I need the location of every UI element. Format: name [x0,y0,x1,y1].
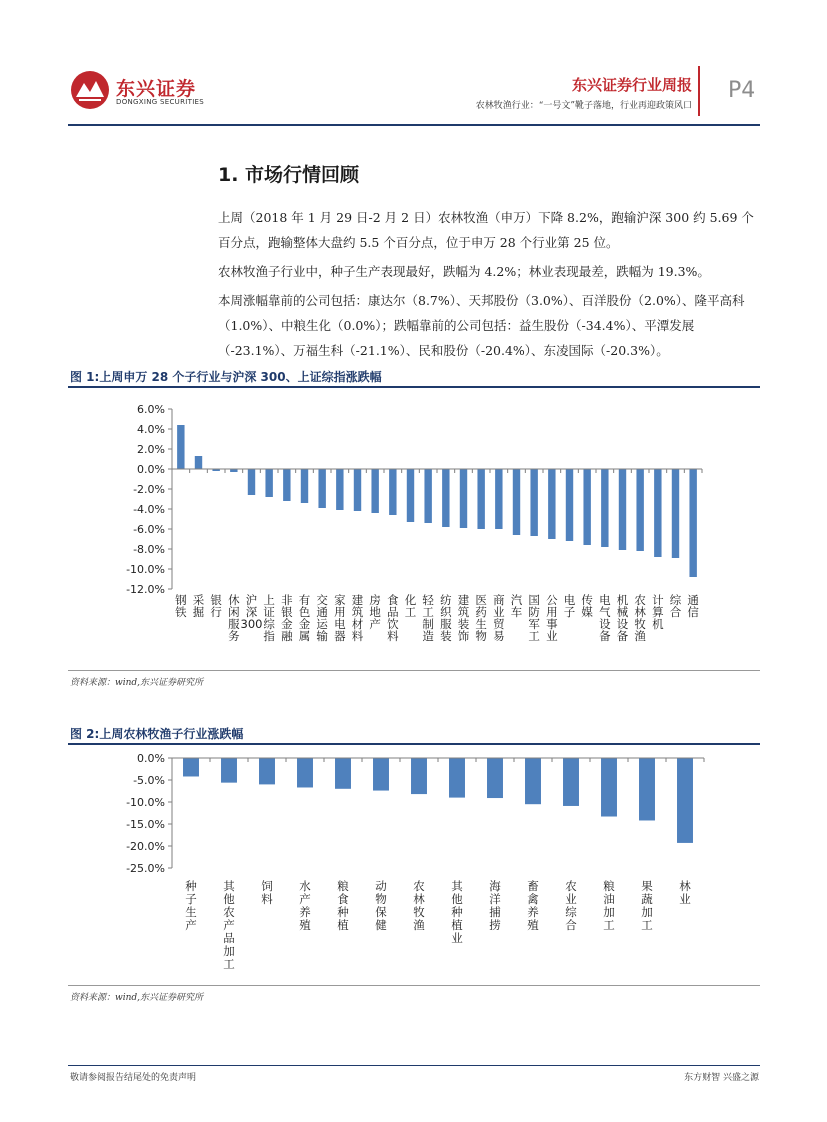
category-label: 计算机 [652,593,664,631]
category-label: 医药生物 [475,593,487,643]
y-tick-label: 0.0% [137,463,165,476]
y-tick-label: -8.0% [133,543,165,556]
logo-english-text: DONGXING SECURITIES [116,98,205,106]
category-label: 建筑装饰 [457,593,470,643]
bar-7 [301,469,308,503]
figure-1-source: 资料来源：wind,东兴证券研究所 [70,678,204,688]
category-label: 机械设备 [616,593,629,643]
category-label: 农业综合 [565,879,577,932]
bar-26 [636,469,643,551]
category-label: 化工 [404,593,417,619]
bar-5 [373,758,389,791]
bar-5 [265,469,272,497]
category-label: 沪深 300 [240,593,263,631]
category-label: 综合 [669,593,682,619]
header-divider [698,66,700,116]
category-label: 水产养殖 [299,879,311,932]
bar-13 [407,469,414,522]
figure-2-bottom-rule [68,985,760,986]
category-label: 采掘 [192,593,205,619]
category-label: 建筑材料 [351,593,364,643]
category-label: 其他种植业 [451,879,463,945]
bar-6 [283,469,290,501]
bar-3 [297,758,313,787]
category-label: 钢铁 [175,593,187,619]
report-subtitle: 农林牧渔行业：“一号文”靴子落地，行业再迎政策风口 [475,101,692,111]
y-tick-label: -10.0% [126,796,165,809]
bar-28 [672,469,679,558]
bar-11 [601,758,617,817]
bar-9 [336,469,343,510]
figure-2-top-rule [68,743,760,745]
bar-10 [354,469,361,511]
report-title: 东兴证券行业周报 [571,76,692,94]
category-label: 粮食种植 [337,879,349,932]
paragraph-company-performance: 本周涨幅靠前的公司包括：康达尔（8.7%）、天邦股份（3.0%）、百洋股份（2.0%）、隆平高科（1.0%）、中粮生化（0.0%）；跌幅靠前的公司包括：益生股份（-34.4%）、平潭发展（-23.1%）、万福生科（-21.1%）、民和股份（-20.4%）、东凌国际（-20.3%）。 [218,293,745,358]
bar-23 [583,469,590,545]
category-label: 汽车 [510,593,523,619]
category-label: 其他农产品加工 [223,879,235,971]
figure-2-title: 图 2:上周农林牧渔子行业涨跌幅 [70,727,244,741]
bar-14 [424,469,431,523]
category-label: 有色金属 [298,593,311,643]
bar-1 [195,456,202,469]
footer-disclaimer: 敬请参阅报告结尾处的免责声明 [70,1073,197,1083]
bar-4 [335,758,351,789]
category-label: 家用电器 [334,593,346,643]
category-label: 畜禽养殖 [527,879,539,932]
y-tick-label: -2.0% [133,483,165,496]
category-label: 纺织服装 [440,593,452,643]
category-label: 饲料 [261,879,273,906]
y-tick-label: -25.0% [126,862,165,875]
bar-10 [563,758,579,806]
category-label: 交通运输 [316,593,328,643]
y-tick-label: 0.0% [137,752,165,765]
bar-0 [183,758,199,776]
category-label: 房地产 [369,593,381,631]
category-label: 林业 [679,879,691,906]
category-label: 电子 [563,593,576,619]
y-tick-label: -5.0% [133,774,165,787]
bar-12 [389,469,396,515]
y-tick-label: 6.0% [137,403,165,416]
paragraph-subindustry-summary: 农林牧渔子行业中，种子生产表现最好，跌幅为 4.2%；林业表现最差，跌幅为 19.3%。 [218,264,710,279]
y-tick-label: -12.0% [126,583,165,596]
bar-16 [460,469,467,528]
category-label: 电气设备 [599,593,611,643]
bar-6 [411,758,427,794]
paragraph-market-summary: 上周（2018 年 1 月 29 日-2 月 2 日）农林牧渔（申万）下降 8.2%，跑输沪深 300 约 5.69 个百分点，跑输整体大盘约 5.5 个百分点，位于申万 28 个行业第 25 位。 [218,210,754,250]
category-label: 国防军工 [528,593,540,643]
bar-9 [525,758,541,804]
bar-11 [371,469,378,513]
figure-1-chart [0,395,827,667]
bar-13 [677,758,693,843]
bar-8 [318,469,325,508]
bar-27 [654,469,661,557]
bar-29 [689,469,696,577]
bar-19 [513,469,520,535]
bar-4 [248,469,255,495]
figure-2-chart [0,750,827,982]
figure-1-bottom-rule [68,670,760,671]
bar-8 [487,758,503,798]
bar-7 [449,758,465,798]
category-label: 农林牧渔 [413,879,425,932]
figure-2-source: 资料来源：wind,东兴证券研究所 [70,993,204,1003]
header-rule [68,124,760,126]
section-title: 1. 市场行情回顾 [218,164,360,186]
footer-slogan: 东方财智 兴盛之源 [684,1073,759,1083]
category-label: 非银金融 [281,593,293,643]
category-label: 动物保健 [375,879,387,932]
category-label: 果蔬加工 [641,879,653,932]
page-number: P4 [728,78,756,103]
category-label: 食品饮料 [387,593,399,643]
category-label: 粮油加工 [603,879,615,932]
category-label: 休闲服务 [228,593,240,643]
bar-1 [221,758,237,783]
category-label: 通信 [687,593,699,619]
category-label: 传媒 [581,593,593,619]
category-label: 轻工制造 [422,593,434,643]
bar-12 [639,758,655,820]
bar-2 [259,758,275,784]
y-tick-label: -6.0% [133,523,165,536]
logo-text: 东兴证券 [116,78,197,100]
bar-20 [530,469,537,536]
y-tick-label: -10.0% [126,563,165,576]
category-label: 种子生产 [185,879,197,932]
bar-0 [177,425,184,469]
bar-25 [619,469,626,550]
bar-24 [601,469,608,547]
bar-22 [566,469,573,541]
y-tick-label: -15.0% [126,818,165,831]
figure-1-top-rule [68,386,760,388]
category-label: 公用事业 [546,593,558,643]
category-label: 银行 [210,593,222,619]
bar-21 [548,469,555,539]
category-label: 商业贸易 [493,593,505,643]
category-label: 海洋捕捞 [489,879,501,932]
y-tick-label: 4.0% [137,423,165,436]
y-tick-label: 2.0% [137,443,165,456]
bar-18 [495,469,502,529]
company-logo-icon [70,70,110,110]
figure-1-title: 图 1:上周申万 28 个子行业与沪深 300、上证综指涨跌幅 [70,370,382,384]
y-tick-label: -4.0% [133,503,165,516]
bar-15 [442,469,449,527]
category-label: 上证综指 [263,593,275,643]
footer-rule [68,1065,760,1066]
y-tick-label: -20.0% [126,840,165,853]
category-label: 农林牧渔 [634,593,646,643]
bar-17 [477,469,484,529]
